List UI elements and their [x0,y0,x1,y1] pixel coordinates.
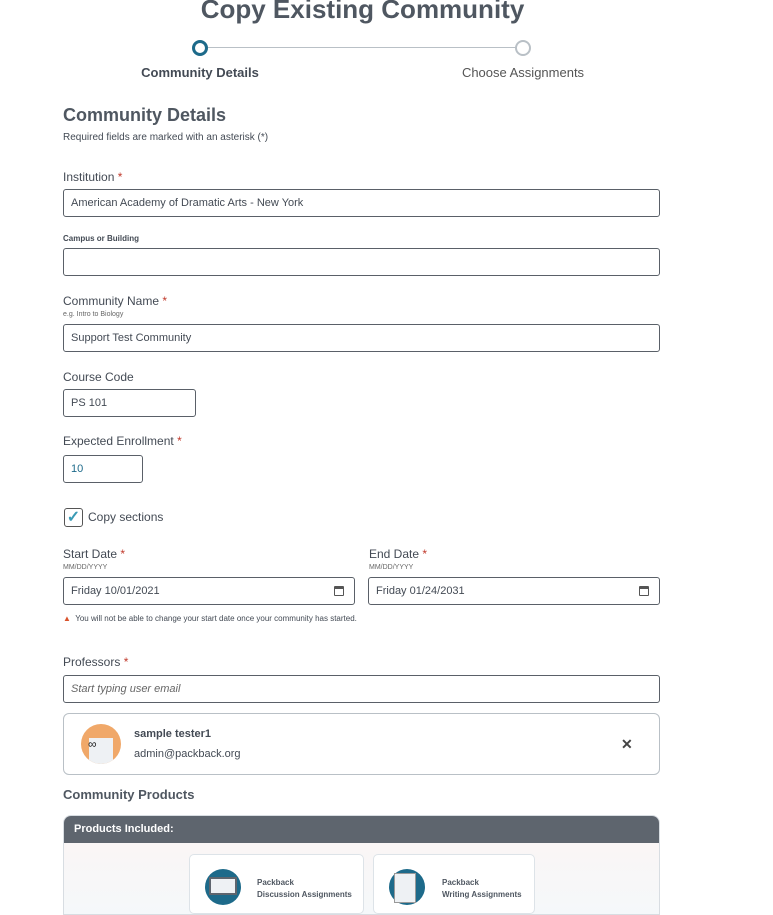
step-1-label[interactable]: Community Details [141,65,259,80]
writing-icon [389,869,425,905]
products-header: Products Included: [64,816,659,843]
enrollment-input[interactable]: 10 [63,455,143,483]
product-card-discussion [189,854,364,914]
step-2-label[interactable]: Choose Assignments [461,65,585,80]
stepper-line [208,47,516,48]
product-brand: Packback [257,878,294,887]
product-name: Discussion Assignments [257,890,352,899]
start-date-input[interactable] [63,577,355,605]
campus-input[interactable] [63,248,660,276]
start-date-hint: MM/DD/YYYY [63,564,108,571]
product-card-writing [373,854,535,914]
professor-email: admin@packback.org [134,748,241,760]
step-1-indicator [192,40,208,56]
end-date-input[interactable] [368,577,660,605]
start-date-value: Friday 10/01/2021 [71,585,160,597]
community-name-input[interactable]: Support Test Community [63,324,660,352]
campus-label: Campus or Building [63,234,139,243]
copy-sections-label: Copy sections [88,510,164,524]
remove-professor-icon[interactable]: ✕ [621,736,633,752]
course-code-input[interactable]: PS 101 [63,389,196,417]
enrollment-label: Expected Enrollment * [63,434,182,448]
calendar-icon[interactable] [639,586,649,596]
date-warning: ▲ You will not be able to change your start date once your community has started. [63,614,357,623]
products-title: Community Products [63,787,195,802]
community-name-label: Community Name * [63,294,168,308]
professors-label: Professors * [63,655,129,669]
end-date-value: Friday 01/24/2031 [376,585,465,597]
step-2-indicator [515,40,531,56]
calendar-icon[interactable] [334,586,344,596]
warning-icon: ▲ [63,614,71,623]
institution-label: Institution * [63,170,123,184]
discussion-icon [205,869,241,905]
professors-input[interactable]: Start typing user email [63,675,660,703]
products-panel [63,815,660,915]
course-code-label: Course Code [63,370,134,384]
product-brand: Packback [442,878,479,887]
community-name-hint: e.g. Intro to Biology [63,311,124,318]
end-date-label: End Date * [369,547,428,561]
avatar: ∞ [81,724,121,764]
end-date-hint: MM/DD/YYYY [369,564,414,571]
start-date-label: Start Date * [63,547,126,561]
professor-card [63,713,660,775]
copy-sections-checkbox[interactable]: ✓ [64,508,83,527]
professor-name: sample tester1 [134,728,212,740]
page-title: Copy Existing Community [200,0,525,24]
section-title: Community Details [63,105,227,125]
product-name: Writing Assignments [442,890,522,899]
required-note: Required fields are marked with an asterisk (*) [63,132,269,143]
institution-input[interactable]: American Academy of Dramatic Arts - New York [63,189,660,217]
